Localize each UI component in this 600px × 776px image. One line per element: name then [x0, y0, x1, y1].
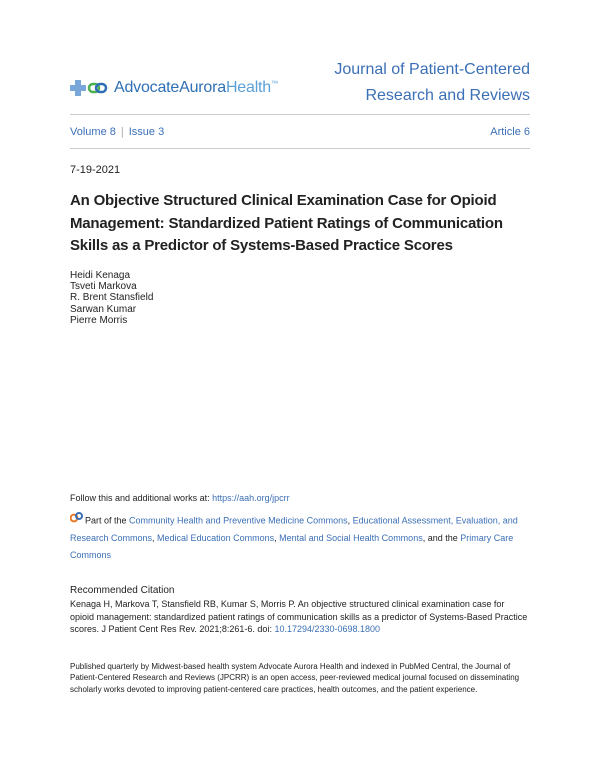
commons-link-community-health[interactable]: Community Health and Preventive Medicine Commons: [129, 515, 348, 526]
journal-title-line1[interactable]: Journal of Patient-Centered: [334, 61, 530, 78]
citation-text: [70, 598, 530, 636]
part-of-prefix: Part of the: [85, 515, 130, 526]
advocate-aurora-logo: [70, 79, 278, 97]
volume-issue: [70, 126, 164, 138]
part-of-conjunction: , and the: [422, 533, 461, 544]
plus-chain-logo-icon: [70, 80, 110, 96]
divider-middle: [70, 148, 530, 149]
author-name: Heidi Kenaga: [70, 270, 131, 281]
volume-link[interactable]: Volume 8: [70, 126, 116, 138]
follow-text: Follow this and additional works at:: [70, 493, 213, 503]
commons-link-primary-care[interactable]: Primary Care Commons: [70, 533, 514, 561]
commons-link-educational-assessment[interactable]: Educational Assessment, Evaluation, and Research Commons: [70, 515, 518, 544]
part-of-commons: Part of the Community Health and Preventive Medicine Commons, Educational Assessment, Evaluation, and Research Commons, Medical Education Commons, Mental and Social Health Commons, and the Primary Care Commons: [70, 512, 530, 565]
author-name: Sarwan Kumar: [70, 303, 137, 315]
logo-part-advocate: Advocate: [114, 79, 180, 96]
issue-link[interactable]: Issue 3: [128, 126, 165, 138]
publisher-statement: Published quarterly by Midwest-based health system Advocate Aurora Health and indexed in PubMed Central, the Journal of Patient-Centered Research and Reviews (JPCRR) is an open access, peer-reviewed medical journal focused on disseminating scholarly works devoted to improving patient-centered care practices, health outcomes, and the patient experience.: [70, 662, 520, 694]
logo-part-health: Health: [225, 79, 272, 96]
journal-title-line2[interactable]: Research and Reviews: [365, 87, 530, 104]
author-name: Pierre Morris: [70, 314, 128, 326]
logo-part-aurora: Aurora: [179, 79, 226, 96]
trademark-mark: ™: [271, 80, 278, 88]
author-name: Tsveti Markova: [70, 281, 137, 293]
divider-top: [70, 114, 530, 115]
logo-wordmark: [114, 79, 278, 97]
network-icon: [70, 512, 83, 530]
citation-heading: Recommended Citation: [70, 585, 175, 596]
article-number[interactable]: Article 6: [490, 126, 530, 138]
commons-link-mental-social-health[interactable]: Mental and Social Health Commons: [279, 533, 423, 544]
publication-date: 7-19-2021: [70, 164, 121, 176]
follow-line: [70, 493, 290, 503]
follow-link[interactable]: https://aah.org/jpcrr: [212, 493, 290, 503]
author-name: R. Brent Stansfield: [70, 292, 154, 304]
separator: |: [120, 126, 124, 138]
author-list: [70, 270, 153, 326]
journal-title[interactable]: [334, 57, 530, 109]
citation-body: Kenaga H, Markova T, Stansfield RB, Kumar S, Morris P. An objective structured clinical examination case for opioid management: standardized patient ratings of communication skills as a predictor of Systems-Based Practice scores. J Patient Cent Res Rev. 2021;8:261-6. doi:: [70, 599, 528, 634]
doi-link[interactable]: 10.17294/2330-0698.1800: [274, 624, 381, 634]
article-title: An Objective Structured Clinical Examination Case for Opioid Management: Standardized Patient Ratings of Communication Skills as a Predictor of Systems-Based Practice Scores: [70, 192, 503, 254]
commons-link-medical-education[interactable]: Medical Education Commons: [157, 533, 275, 544]
